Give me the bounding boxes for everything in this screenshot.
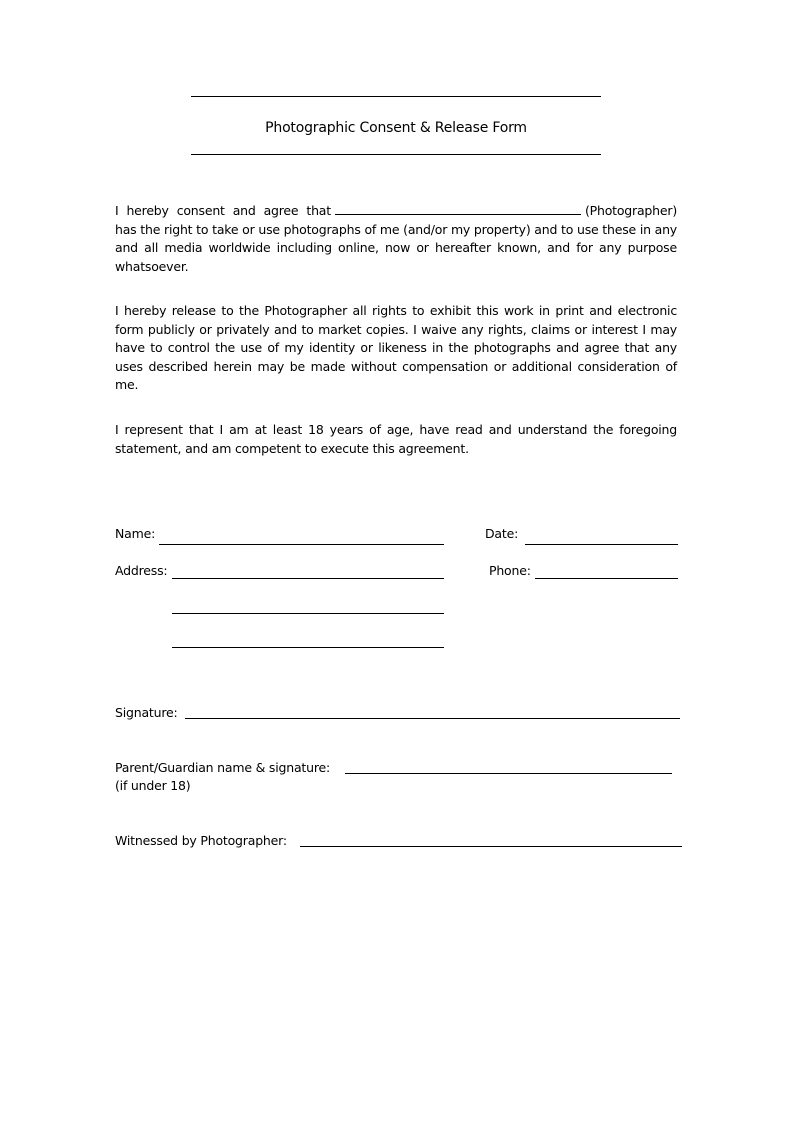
title-top-rule xyxy=(191,96,601,97)
witness-label: Witnessed by Photographer: xyxy=(115,833,287,848)
consent-paragraph xyxy=(115,202,677,276)
phone-field[interactable] xyxy=(535,578,678,579)
date-label: Date: xyxy=(485,526,519,541)
age-paragraph: I represent that I am at least 18 years of age, have read and understand the foregoing statement, and am competent to execute this agreement. xyxy=(115,422,677,456)
consent-text-start: I hereby consent and agree that xyxy=(115,203,331,218)
address-field-line-2[interactable] xyxy=(172,613,444,614)
name-label: Name: xyxy=(115,526,156,541)
signature-label: Signature: xyxy=(115,705,178,720)
signature-field[interactable] xyxy=(185,718,680,719)
release-paragraph: I hereby release to the Photographer all rights to exhibit this work in print and electronic form publicly or privately and to market copies. I waive any rights, claims or interest I may have to control the use of my identity or likeness in the photographs and agree that any uses described herein may be made without compensation or additional consideration of me. xyxy=(115,303,677,392)
consent-text-rest: (Photographer) has the right to take or use photographs of me (and/or my property) and to use these in any and all media worldwide including online, now or hereafter known, and for any purpose whatsoever. xyxy=(115,203,677,274)
guardian-note: (if under 18) xyxy=(115,778,191,793)
address-field-line-1[interactable] xyxy=(172,578,444,579)
address-field-line-3[interactable] xyxy=(172,647,444,648)
title-bottom-rule xyxy=(191,154,601,155)
guardian-label: Parent/Guardian name & signature: xyxy=(115,760,331,775)
photographer-name-field[interactable] xyxy=(335,203,581,215)
witness-field[interactable] xyxy=(300,846,682,847)
address-label: Address: xyxy=(115,563,168,578)
phone-label: Phone: xyxy=(489,563,531,578)
name-field[interactable] xyxy=(159,544,444,545)
guardian-field[interactable] xyxy=(345,773,672,774)
date-field[interactable] xyxy=(525,544,678,545)
page-title: Photographic Consent & Release Form xyxy=(265,120,527,136)
